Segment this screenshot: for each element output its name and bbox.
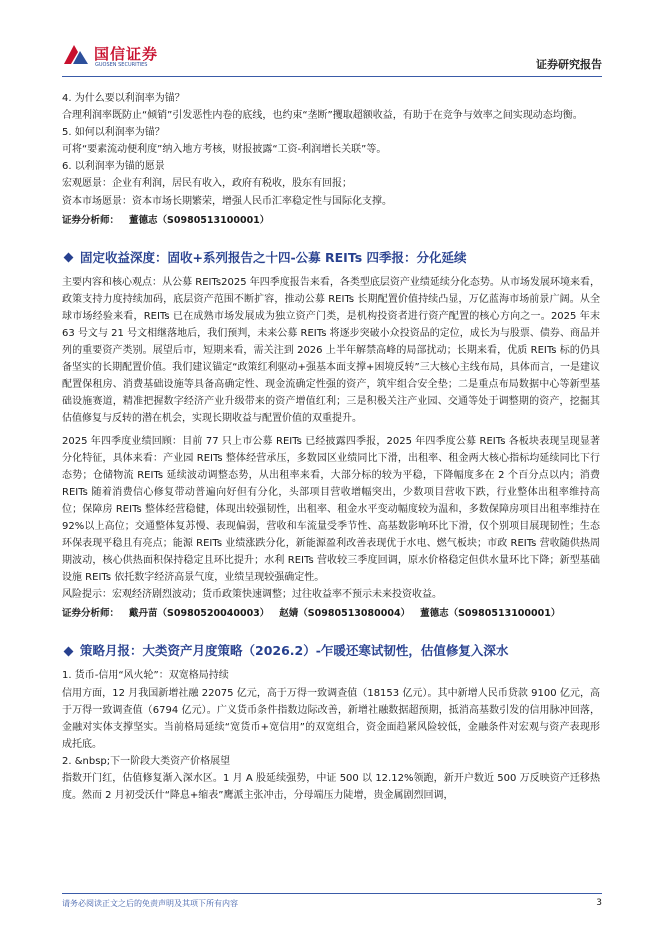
guosen-logo-icon [62,42,90,68]
section-title-text: 固定收益深度：固收+系列报告之十四-公募 REITs 四季报：分化延续 [80,249,467,265]
analyst-label: 证券分析师： [62,214,120,226]
paragraph: 可将“要素流动便利度”纳入地方考核，财报披露“工资-利润增长关联”等。 [62,144,387,156]
company-logo [62,38,192,74]
page-footer [62,893,602,908]
page-number: 3 [596,898,602,908]
paragraph: 2025 年四季度业绩回顾：目前 77 只上市公募 REITs 已经披露四季报，2025 年四季度公募 REITs 各板块表现呈现显著分化特征，具体来看：产业园 REITs 整体经营承压，多数园区业绩同比下滑，出租率、租金两大核心指标均延续同比下行态势；仓储物流 REITs 延续波动调整态势，从出租率来看，大部分标的较为平稳，下降幅度多在 2 个百分点以内；消费 REITs 随着消费信心修复带动普遍向好但有分化，头部项目营收增幅突出，少数项目营收下跌，行业整体出租率维持高位；保障房 REITs 整体经营稳健，体现出较强韧性，出租率、租金水平变动幅度较为温和，多数保障房项目出租率维持在 92%以上高位；交通整体复苏慢、表现偏弱，营收和车流量受季节性、高基数影响环比下滑，仅个别项目展现韧性；生态环保表现平稳且有亮点；能源 REITs 业绩涨跌分化，新能源盈利改善表现优于水电、燃气板块；市政 REITs 营收随供热周期波动，核心供热面积保持稳定且环比提升；水利 REITs 营收较三季度回调，原水价格稳定但供水量环比下降；新型基础设施 REITs 依托数字经济高景气度，业绩呈现较强确定性。 [62,435,600,584]
risk-warning: 风险提示：宏观经济剧烈波动；货币政策快速调整；过往收益率不预示未来投资收益。 [62,589,442,601]
analyst-name: 戴丹苗（S0980520040003） [129,608,270,620]
section-title-reits [62,249,600,267]
analyst-line [62,606,600,622]
section-title-text: 策略月报：大类资产月度策略（2026.2）-乍暖还寒试韧性，估值修复入深水 [80,643,509,659]
analyst-name: 董德志（S0980513100001） [129,214,270,226]
analyst-label: 证券分析师： [62,608,120,620]
page-content [62,90,600,804]
subheading: 4. 为什么要以利润率为锚？ [62,93,185,104]
paragraph: 主要内容和核心观点：从公募 REITs2025 年四季度报告来看，各类型底层资产业绩延续分化态势。从市场发展环境来看，政策支持力度持续加码，底层资产范围不断扩容，推动公募 REITs 长期配置价值持续凸显，万亿蓝海市场前景广阔。从全球市场经验来看，REITs 已在成熟市场发展成为独立资产门类，是机构投资者进行资产配置的核心方向之一。2025 年末 63 号文与 21 号文相继落地后，我们预判，未来公募 REITs 将逐步突破小众投资品的定位，成长为与股票、债券、商品并列的重要资产类别。展望后市，短期来看，需关注到 2026 上半年解禁高峰的局部扰动；长期来看，优质 REITs 标的仍具备坚实的长期配置价值。我们建议锚定“政策红利驱动+强基本面支撑+困境反转”三大核心主线布局，具体而言，一是建议配置保租房、消费基础设施等具备高确定性、现金流确定性强的资产，筑牢组合安全垫；二是重点布局数据中心等新型基础设施赛道，精准把握数字经济产业升级带来的资产增值红利；三是积极关注产业园、交通等处于调整期的资产，挖掘其估值修复与反转的潜在机会，实现长期收益与配置价值的双重提升。 [62,276,600,425]
logo-english-name: GUOSEN SECURITIES [95,62,148,68]
analyst-name: 赵婧（S0980513080004） [279,608,411,620]
analyst-name: 董德志（S0980513100001） [420,608,561,620]
paragraph: 宏观愿景：企业有利润，居民有收入，政府有税收，股东有回报； [62,178,352,190]
page-header [62,38,602,77]
subheading: 2. &nbsp;下一阶段大类资产价格展望 [62,755,231,767]
block-profit-margin [62,90,600,229]
section-strategy-body [62,667,600,804]
paragraph: 指数开门红，估值修复渐入深水区。1 月 A 股延续强势，中证 500 以 12.12%领跑，新开户数近 500 万反映资产迁移热度。然而 2 月初受沃什“降息+缩表”鹰派主张冲击，分母端压力陡增，贵金属剧烈回调， [62,773,600,802]
disclaimer-text: 请务必阅读正文之后的免责声明及其项下所有内容 [62,899,238,908]
logo-chinese-name: 国信证券 [94,45,159,63]
diamond-bullet-icon [64,646,74,656]
paragraph: 资本市场愿景：资本市场长期繁荣，增强人民币汇率稳定性与国际化支撑。 [62,195,392,207]
diamond-bullet-icon [64,253,74,263]
section-reits-body [62,274,600,623]
subheading: 1. 货币-信用“风火轮”：双宽格局持续 [62,670,229,682]
subheading: 6. 以利润率为锚的愿景 [62,161,165,173]
section-title-strategy [62,642,600,660]
analyst-line [62,213,600,229]
report-type-label: 证券研究报告 [536,58,602,71]
subheading: 5. 如何以利润率为锚？ [62,127,165,139]
paragraph: 信用方面，12 月我国新增社融 22075 亿元，高于万得一致调查值（18153 亿元）。其中新增人民币贷款 9100 亿元，高于万得一致调查值（6794 亿元）。广义货币条件指数边际改善，新增社融数据超预期，抵消高基数引发的信用脉冲回落，金融对实体支撑坚实。当前格局延续“宽货币+宽信用”的双宽组合，资金面趋紧风险较低，金融条件对宏观与资产表现形成托底。 [62,687,600,750]
paragraph: 合理利润率既防止“倾销”引发恶性内卷的底线，也约束“垄断”攫取超额收益，有助于在竞争与效率之间实现动态均衡。 [62,110,583,122]
